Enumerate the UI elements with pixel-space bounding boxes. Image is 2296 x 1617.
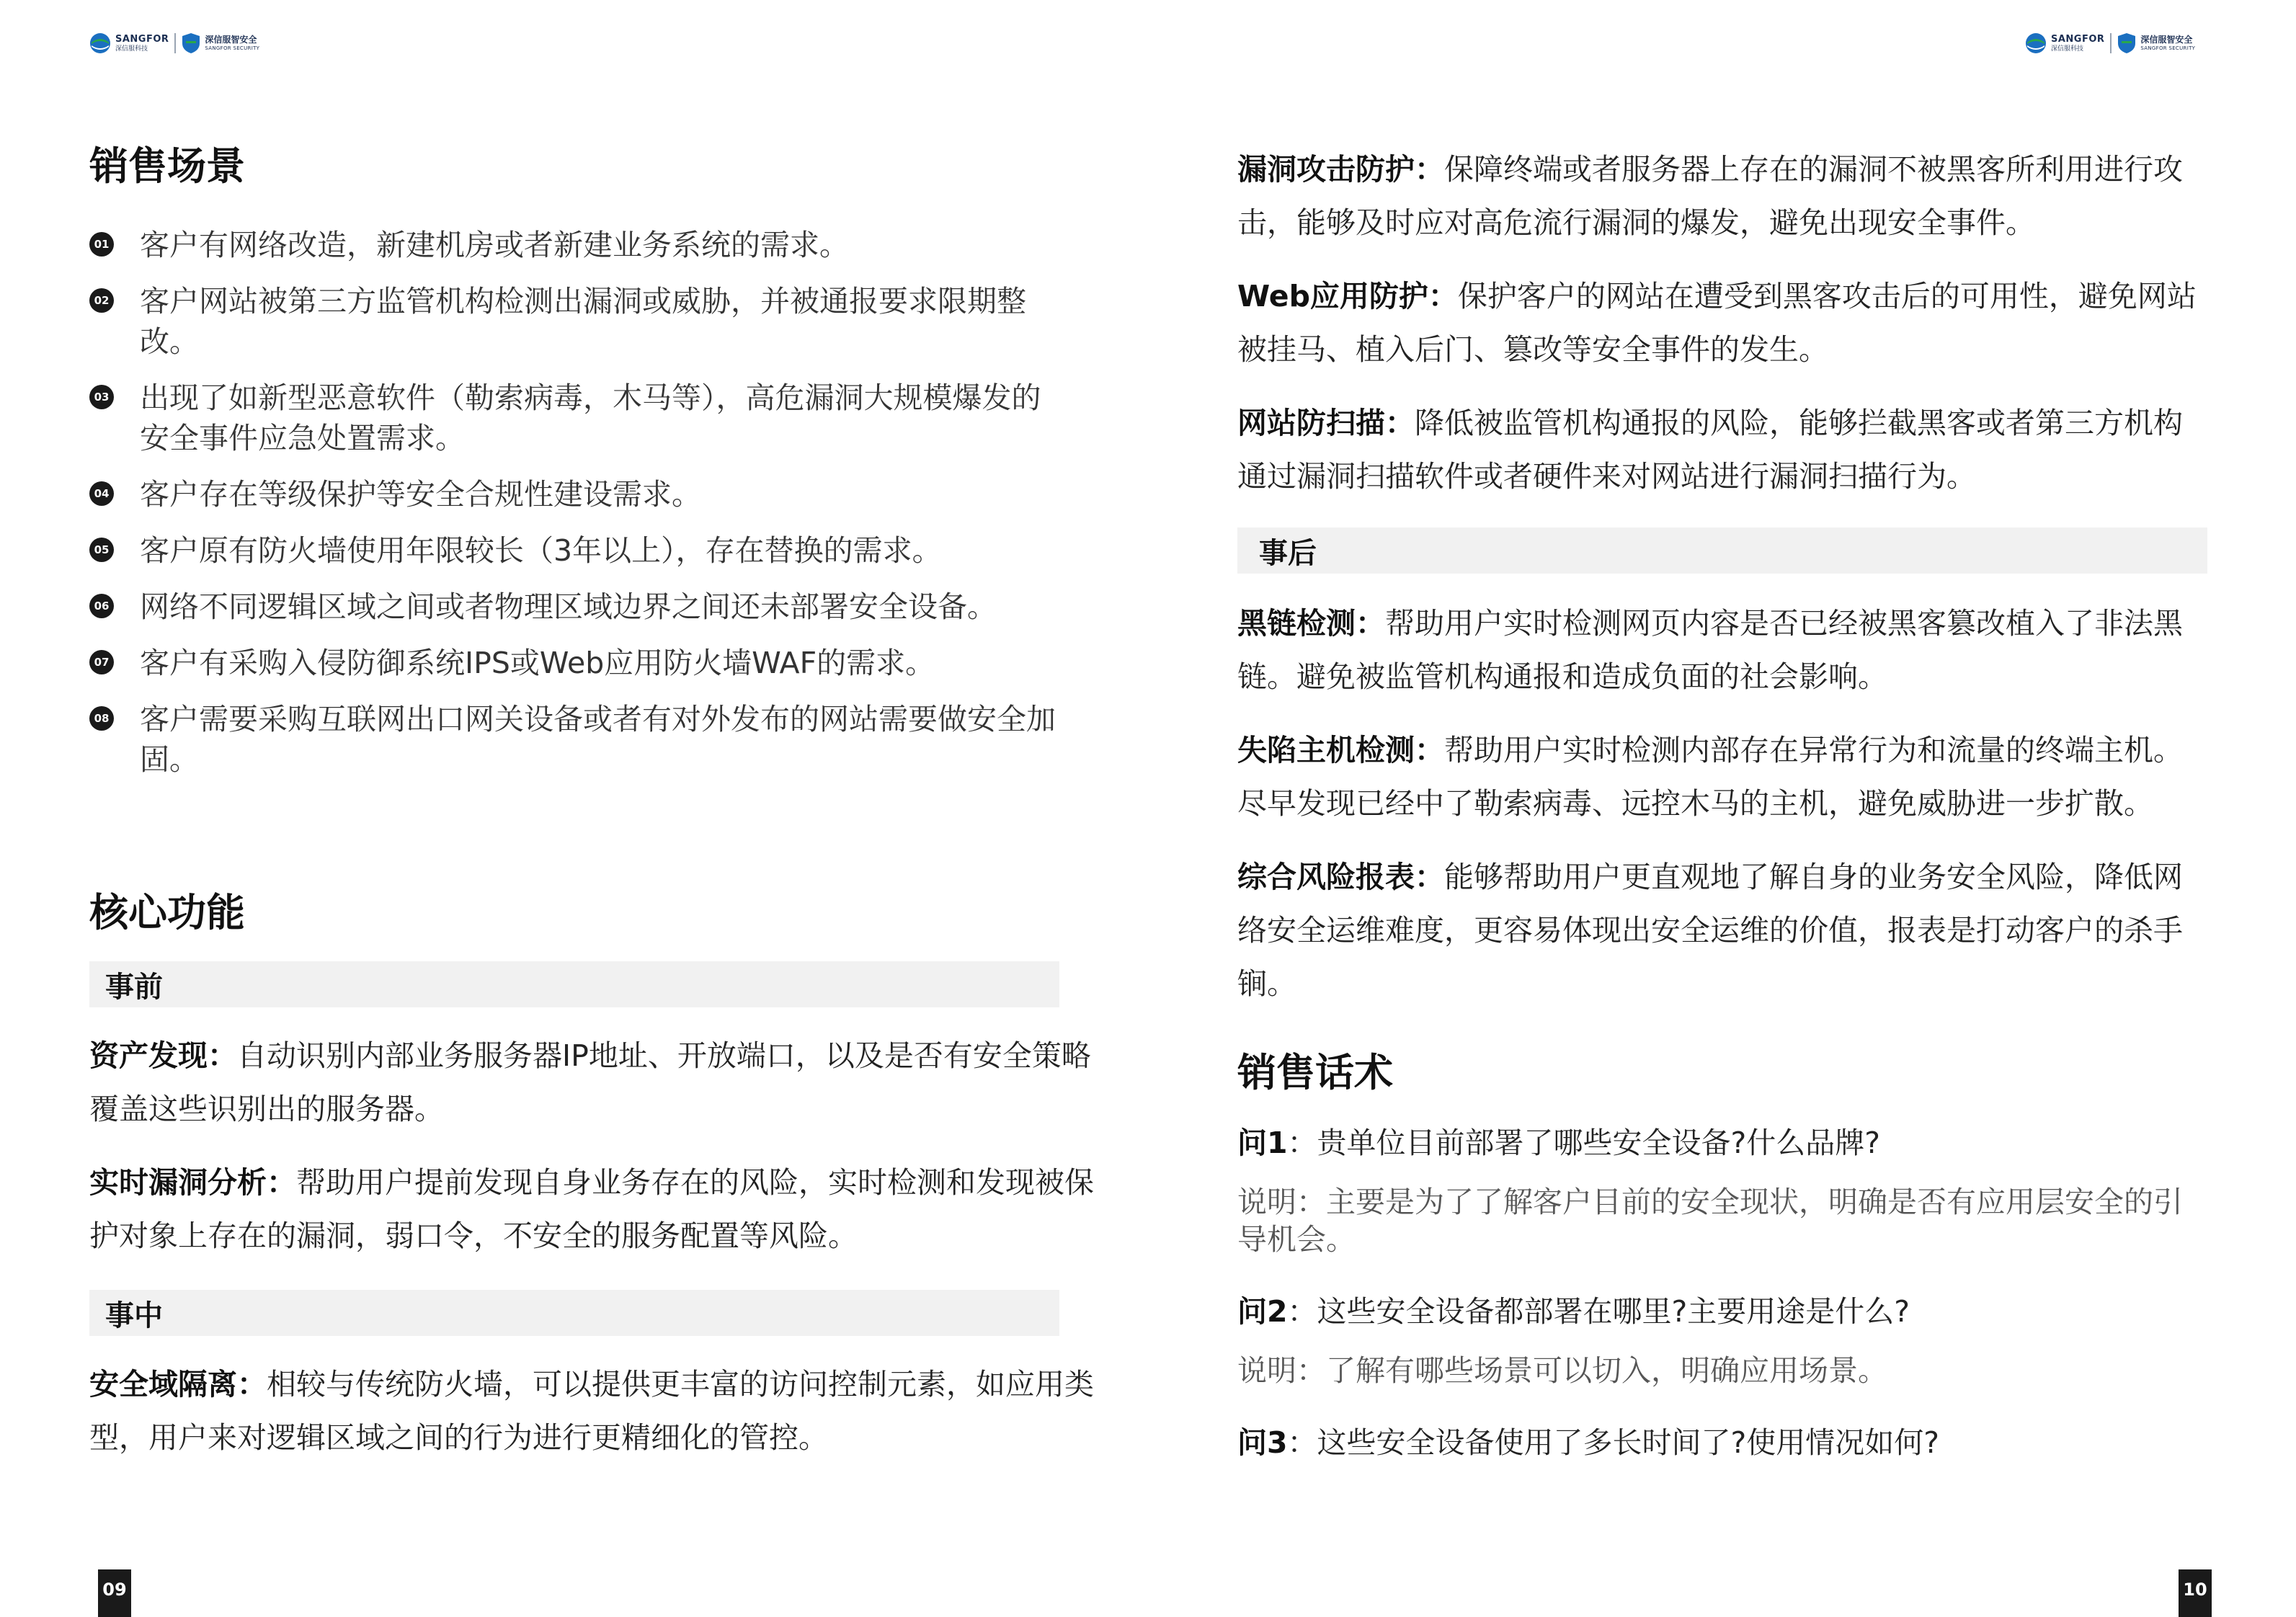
item-text: 客户原有防火墙使用年限较长（3年以上），存在替换的需求。 [140, 533, 942, 568]
feature-text: 帮助用户提前发现自身业务存在的风险，实时检测和发现被保护对象上存在的漏洞，弱口令，不安全的服务配置等风险。 [89, 1165, 1094, 1253]
item-number-badge: 05 [89, 538, 114, 562]
page-number: 10 [2179, 1569, 2212, 1617]
item-number-badge: 06 [89, 594, 114, 618]
feature-text: 保障终端或者服务器上存在的漏洞不被黑客所利用进行攻击，能够及时应对高危流行漏洞的爆发，避免出现安全事件。 [1237, 152, 2183, 240]
page-number: 09 [98, 1569, 131, 1617]
scenarios-title: 销售场景 [89, 143, 245, 189]
question [1237, 1290, 2210, 1333]
item-number-badge: 02 [89, 288, 114, 313]
item-number-badge: 04 [89, 481, 114, 506]
question [1237, 1421, 2210, 1464]
item-number-badge: 08 [89, 706, 114, 731]
logo-brand-sub: 深信服科技 [2051, 45, 2084, 53]
list-item [89, 699, 1069, 780]
section-bar-after: 事后 [1237, 527, 2207, 574]
sangfor-logo-icon [2025, 32, 2047, 54]
logo-security: 深信服智安全 [2140, 35, 2193, 45]
explanation: 说明：了解有哪些场景可以切入，明确应用场景。 [1237, 1353, 1887, 1388]
feature-term: 失陷主机检测： [1237, 733, 1444, 767]
header-logo [2025, 32, 2195, 55]
feature-text: 帮助用户实时检测内部存在异常行为和流量的终端主机。尽早发现已经中了勒索病毒、远控木马的主机，避免威胁进一步扩散。 [1237, 733, 2183, 821]
feature-text: 自动识别内部业务服务器IP地址、开放端口，以及是否有安全策略覆盖这些识别出的服务器。 [89, 1038, 1091, 1126]
logo-divider [174, 33, 176, 53]
feature-term: Web应用防护： [1237, 279, 1458, 313]
question-text: ：这些安全设备都部署在哪里?主要用途是什么? [1287, 1294, 1910, 1329]
item-text: 客户网站被第三方监管机构检测出漏洞或威胁，并被通报要求限期整改。 [140, 284, 1026, 359]
sangfor-logo-icon [89, 32, 111, 54]
feature-paragraph [1237, 396, 2210, 503]
item-text: 客户存在等级保护等安全合规性建设需求。 [140, 477, 701, 512]
list-item [89, 378, 1069, 458]
feature-term: 黑链检测： [1237, 606, 1385, 641]
scenario-list [89, 225, 1069, 796]
question-text: ：这些安全设备使用了多长时间了?使用情况如何? [1287, 1425, 1940, 1460]
feature-term: 资产发现： [89, 1038, 237, 1073]
logo-brand: SANGFOR [2051, 33, 2105, 45]
core-functions-title: 核心功能 [89, 890, 245, 935]
question-text: ：贵单位目前部署了哪些安全设备?什么品牌? [1287, 1126, 1881, 1160]
item-number-badge: 03 [89, 385, 114, 409]
question-label: 问1 [1237, 1126, 1288, 1160]
sales-talk-title: 销售话术 [1237, 1050, 1393, 1095]
explanation: 说明：主要是为了了解客户目前的安全现状，明确是否有应用层安全的引导机会。 [1237, 1185, 2183, 1257]
list-item [89, 474, 1069, 514]
page-right [1148, 0, 2296, 1617]
item-text: 客户需要采购互联网出口网关设备或者有对外发布的网站需要做安全加固。 [140, 702, 1056, 777]
feature-paragraph [1237, 270, 2210, 376]
security-shield-icon [2117, 32, 2136, 54]
logo-security: 深信服智安全 [205, 35, 257, 45]
item-text: 网络不同逻辑区域之间或者物理区域边界之间还未部署安全设备。 [140, 589, 997, 624]
feature-paragraph [1237, 597, 2210, 703]
feature-term: 安全域隔离： [89, 1367, 267, 1402]
feature-paragraph [1237, 850, 2210, 1010]
item-number-badge: 01 [89, 232, 114, 257]
feature-paragraph [1237, 143, 2210, 249]
question-label: 问3 [1237, 1425, 1288, 1460]
item-text: 出现了如新型恶意软件（勒索病毒，木马等），高危漏洞大规模爆发的安全事件应急处置需求。 [140, 380, 1041, 455]
feature-paragraph [89, 1156, 1098, 1262]
section-bar-before: 事前 [89, 961, 1059, 1007]
list-item [89, 225, 1069, 265]
list-item [89, 643, 1069, 683]
feature-term: 网站防扫描： [1237, 406, 1415, 440]
question-label: 问2 [1237, 1294, 1288, 1329]
feature-paragraph [89, 1029, 1098, 1136]
section-bar-during: 事中 [89, 1290, 1059, 1336]
feature-text: 能够帮助用户更直观地了解自身的业务安全风险，降低网络安全运维难度，更容易体现出安全运维的价值，报表是打动客户的杀手锏。 [1237, 860, 2183, 1001]
feature-paragraph [1237, 723, 2210, 830]
feature-text: 降低被监管机构通报的风险，能够拦截黑客或者第三方机构通过漏洞扫描软件或者硬件来对网站进行漏洞扫描行为。 [1237, 406, 2183, 494]
feature-text: 帮助用户实时检测网页内容是否已经被黑客篡改植入了非法黑链。避免被监管机构通报和造成负面的社会影响。 [1237, 606, 2183, 694]
feature-text: 相较与传统防火墙，可以提供更丰富的访问控制元素，如应用类型，用户来对逻辑区域之间的行为进行更精细化的管控。 [89, 1367, 1094, 1455]
header-logo [89, 32, 259, 55]
item-number-badge: 07 [89, 650, 114, 674]
logo-brand-sub: 深信服科技 [115, 45, 148, 53]
feature-term: 综合风险报表： [1237, 860, 1444, 894]
item-text: 客户有采购入侵防御系统IPS或Web应用防火墙WAF的需求。 [140, 646, 935, 680]
item-text: 客户有网络改造，新建机房或者新建业务系统的需求。 [140, 228, 849, 262]
feature-term: 实时漏洞分析： [89, 1165, 296, 1200]
question [1237, 1121, 2210, 1164]
logo-divider [2110, 33, 2112, 53]
feature-text: 保护客户的网站在遭受到黑客攻击后的可用性，避免网站被挂马、植入后门、篡改等安全事件的发生。 [1237, 279, 2197, 367]
feature-term: 漏洞攻击防护： [1237, 152, 1444, 187]
logo-security-en: SANGFOR SECURITY [205, 45, 260, 51]
logo-brand: SANGFOR [115, 33, 169, 45]
list-item [89, 281, 1069, 362]
list-item [89, 530, 1069, 571]
security-shield-icon [182, 32, 200, 54]
list-item [89, 587, 1069, 627]
feature-paragraph [89, 1358, 1098, 1464]
logo-security-en: SANGFOR SECURITY [2140, 45, 2196, 51]
